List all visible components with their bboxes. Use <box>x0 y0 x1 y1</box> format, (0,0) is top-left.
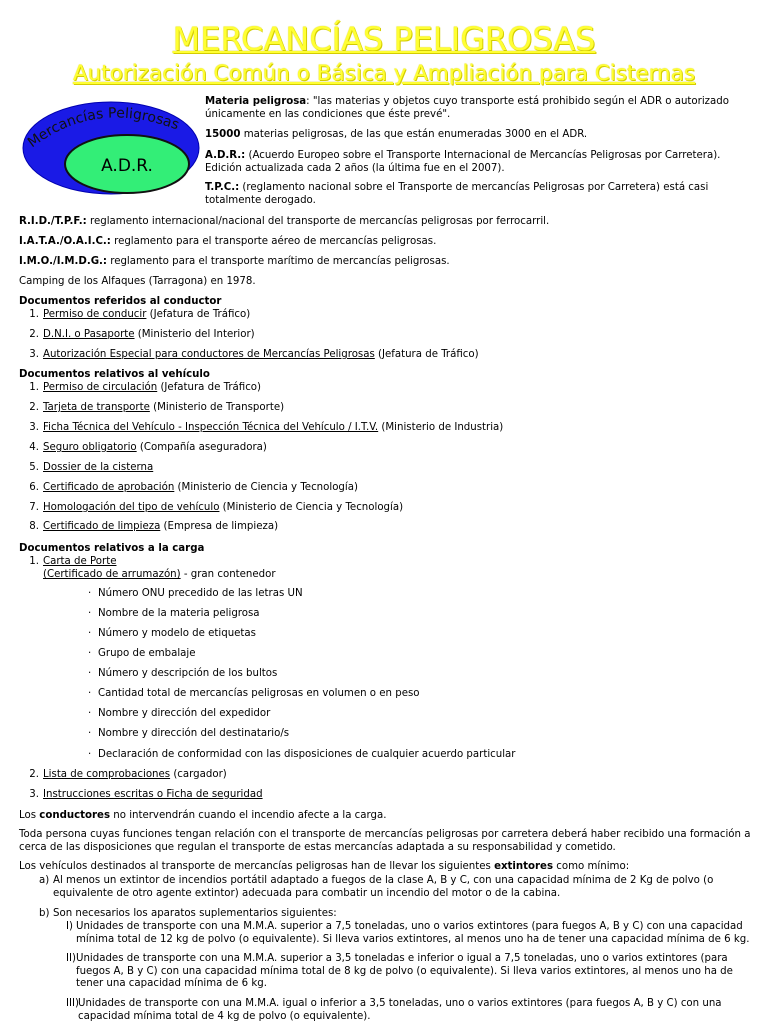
extintor-b-text: Son necesarios los aparatos suplementarios siguientes: <box>53 908 337 919</box>
conductores-line <box>19 810 387 822</box>
doc-link[interactable]: Carta de Porte <box>43 556 117 567</box>
bullet-icon: · <box>88 749 92 760</box>
doc-link[interactable]: Tarjeta de transporte <box>43 402 150 413</box>
vehiculo-item <box>19 521 278 533</box>
iata-text: reglamento para el transporte aéreo de mercancías peligrosas. <box>110 236 437 247</box>
adr-label: A.D.R.: <box>205 150 246 161</box>
doc-authority: (Ministerio del Interior) <box>134 329 255 340</box>
roman-text: Unidades de transporte con una M.M.A. superior a 3,5 toneladas e inferior o igual a 7,5 toneladas, uno o varios extintores (para fuegos A, B y C) con una capacidad mínima total de 8 kg de polvo (o equivalente). Si lleva varios extintores, al menos uno ha de tener una capacidad mínima de 6 kg. <box>76 953 733 989</box>
extintores-intro <box>19 861 629 873</box>
vehiculo-item <box>19 482 358 494</box>
item-number: 2. <box>29 402 39 413</box>
carga-heading <box>19 543 204 555</box>
extintores-post: como mínimo: <box>553 861 630 872</box>
imo-text: reglamento para el transporte marítimo de mercancías peligrosas. <box>107 256 450 267</box>
page-title: MERCANCÍAS PELIGROSAS <box>172 20 596 58</box>
rid-label: R.I.D./T.P.F.: <box>19 216 87 227</box>
bullet-text: Nombre de la materia peligrosa <box>98 608 260 619</box>
list-item <box>88 668 277 680</box>
vehiculo-heading <box>19 369 210 381</box>
doc-authority: (Ministerio de Industria) <box>378 422 504 433</box>
item-number: 3. <box>29 789 39 800</box>
carga-item <box>19 556 116 568</box>
list-item <box>88 648 196 660</box>
doc-note: (cargador) <box>170 769 227 780</box>
logo-arc-text: Mercancías Peligrosas <box>24 105 182 152</box>
count-text: materias peligrosas, de las que están enumeradas 3000 en el ADR. <box>240 129 588 140</box>
item-number: 7. <box>29 502 39 513</box>
doc-note: - gran contenedor <box>180 569 276 580</box>
carga-item <box>19 769 227 781</box>
doc-link[interactable]: Lista de comprobaciones <box>43 769 171 780</box>
page-subtitle: Autorización Común o Básica y Ampliación para Cisternas <box>72 61 696 86</box>
rid-text: reglamento internacional/nacional del transporte de mercancías peligrosas por ferrocarril. <box>86 216 550 227</box>
doc-authority: (Empresa de limpieza) <box>160 521 279 532</box>
item-number: 2. <box>29 329 39 340</box>
item-label: b) <box>39 908 50 919</box>
count-line <box>205 129 745 142</box>
extintores-bold: extintores <box>494 861 554 872</box>
doc-authority: (Ministerio de Transporte) <box>149 402 285 413</box>
vehiculo-heading-text: Documentos relativos al vehículo <box>19 369 210 380</box>
formacion-paragraph: Toda persona cuyas funciones tengan relación con el transporte de mercancías peligrosas por carretera deberá haber recibido una formación a cerca de las disposiciones que regulan el transporte de estas mercancías adaptada a su responsabilidad y cometido. <box>19 829 751 853</box>
adr-def <box>205 150 745 175</box>
conductor-heading <box>19 296 221 308</box>
roman-label: III) <box>66 998 79 1009</box>
roman-label: I) <box>66 921 73 932</box>
imo-label: I.M.O./I.M.D.G.: <box>19 256 107 267</box>
count-label: 15000 <box>205 129 241 140</box>
adr-logo <box>20 98 202 198</box>
bullet-text: Declaración de conformidad con las disposiciones de cualquier acuerdo particular <box>98 749 516 760</box>
bullet-text: Nombre y dirección del destinatario/s <box>98 728 290 739</box>
logo-center-text: A.D.R. <box>101 156 153 176</box>
vehiculo-item <box>19 442 267 454</box>
vehiculo-item <box>19 462 153 474</box>
item-number: 3. <box>29 422 39 433</box>
materia-text: : "las materias y objetos cuyo transporte está prohibido según el ADR o autorizado únicamente en las condiciones que éste prevé". <box>205 96 729 120</box>
vehiculo-item <box>19 422 503 434</box>
doc-authority: (Ministerio de Ciencia y Tecnología) <box>174 482 358 493</box>
bullet-icon: · <box>88 688 92 699</box>
bullet-icon: · <box>88 608 92 619</box>
iata-label: I.A.T.A./O.A.I.C.: <box>19 236 111 247</box>
item-number: 1. <box>29 309 39 320</box>
conductores-rest: no intervendrán cuando el incendio afecte a la carga. <box>110 810 387 821</box>
item-number: 4. <box>29 442 39 453</box>
materia-label: Materia peligrosa <box>205 96 307 107</box>
tpc-label: T.P.C.: <box>205 182 240 193</box>
doc-link[interactable]: Certificado de aprobación <box>43 482 175 493</box>
imo-line <box>19 256 450 268</box>
carga-subitem <box>43 569 276 581</box>
vehiculo-item <box>19 402 284 414</box>
doc-authority: (Jefatura de Tráfico) <box>146 309 251 320</box>
tpc-def <box>205 182 745 207</box>
item-number: 2. <box>29 769 39 780</box>
doc-link[interactable]: Instrucciones escritas o Ficha de seguridad <box>43 789 263 800</box>
item-number: 5. <box>29 462 39 473</box>
carga-heading-text: Documentos relativos a la carga <box>19 543 205 554</box>
doc-link[interactable]: Permiso de circulación <box>43 382 158 393</box>
conductor-item <box>19 329 255 341</box>
vehiculo-item <box>19 502 403 514</box>
bullet-icon: · <box>88 628 92 639</box>
item-number: 8. <box>29 521 39 532</box>
camping-line: Camping de los Alfaques (Tarragona) en 1978. <box>19 276 256 287</box>
roman-label: II) <box>66 953 76 964</box>
bullet-text: Grupo de embalaje <box>98 648 196 659</box>
bullet-text: Cantidad total de mercancías peligrosas en volumen o en peso <box>98 688 420 699</box>
materia-peligrosa-def <box>205 96 745 121</box>
adr-text: (Acuerdo Europeo sobre el Transporte Internacional de Mercancías Peligrosas por Carretera). Edición actualizada cada 2 años (la última fue en el 2007). <box>205 150 721 174</box>
conductor-item <box>19 309 250 321</box>
doc-authority: (Compañía aseguradora) <box>136 442 267 453</box>
doc-link[interactable]: Autorización Especial para conductores de Mercancías Peligrosas <box>43 349 375 360</box>
roman-text: Unidades de transporte con una M.M.A. superior a 7,5 toneladas, uno o varios extintores (para fuegos A, B y C) con una capacidad mínima total de 12 kg de polvo (o equivalente). Si lleva varios extintores, al menos uno ha de tener una capacidad mínima de 6 kg. <box>76 921 750 945</box>
roman-text: Unidades de transporte con una M.M.A. igual o inferior a 3,5 toneladas, uno o varios extintores (para fuegos A, B y C) con una capacidad mínima total de 4 kg de polvo (o equivalente). <box>78 998 722 1022</box>
list-item <box>88 688 420 700</box>
item-number: 3. <box>29 349 39 360</box>
list-item <box>88 628 256 640</box>
list-item <box>88 608 260 620</box>
item-number: 6. <box>29 482 39 493</box>
bullet-icon: · <box>88 668 92 679</box>
bullet-icon: · <box>88 708 92 719</box>
list-item <box>88 728 289 740</box>
extintores-pre: Los vehículos destinados al transporte de mercancías peligrosas han de llevar los siguientes <box>19 861 495 872</box>
extintor-a-text: Al menos un extintor de incendios portátil adaptado a fuegos de la clase A, B y C, con una capacidad mínima de 2 Kg de polvo (o equivalente de otro agente extintor) adecuada para combatir un incendio del motor o de la cabina. <box>53 875 714 899</box>
bullet-text: Nombre y dirección del expedidor <box>98 708 271 719</box>
doc-link[interactable]: Ficha Técnica del Vehículo - Inspección Técnica del Vehículo / I.T.V. <box>43 422 379 433</box>
doc-link[interactable]: Permiso de conducir <box>43 309 147 320</box>
doc-link[interactable]: Seguro obligatorio <box>43 442 137 453</box>
list-item <box>88 749 515 761</box>
doc-authority: (Ministerio de Ciencia y Tecnología) <box>219 502 404 513</box>
doc-link[interactable]: Dossier de la cisterna <box>43 462 154 473</box>
conductor-heading-text: Documentos referidos al conductor <box>19 296 222 307</box>
conductores-pre: Los <box>19 810 40 821</box>
doc-authority: (Jefatura de Tráfico) <box>157 382 262 393</box>
bullet-icon: · <box>88 588 92 599</box>
list-item <box>88 588 303 600</box>
bullet-text: Número ONU precedido de las letras UN <box>98 588 303 599</box>
item-number: 1. <box>29 556 39 567</box>
vehiculo-item <box>19 382 261 394</box>
list-item <box>88 708 270 720</box>
bullet-icon: · <box>88 728 92 739</box>
bullet-icon: · <box>88 648 92 659</box>
iata-line <box>19 236 436 248</box>
bullet-text: Número y descripción de los bultos <box>98 668 278 679</box>
bullet-text: Número y modelo de etiquetas <box>98 628 256 639</box>
item-label: a) <box>39 875 50 886</box>
item-number: 1. <box>29 382 39 393</box>
doc-link[interactable]: D.N.I. o Pasaporte <box>43 329 135 340</box>
conductores-bold: conductores <box>39 810 111 821</box>
doc-link[interactable]: Certificado de limpieza <box>43 521 161 532</box>
rid-line <box>19 216 549 228</box>
carga-item <box>19 789 263 801</box>
doc-link[interactable]: Homologación del tipo de vehículo <box>43 502 220 513</box>
tpc-text: (reglamento nacional sobre el Transporte de mercancías Peligrosas por Carretera) está casi totalmente derogado. <box>205 182 709 206</box>
doc-link[interactable]: (Certificado de arrumazón) <box>43 569 181 580</box>
doc-authority: (Jefatura de Tráfico) <box>374 349 479 360</box>
conductor-item <box>19 349 479 361</box>
